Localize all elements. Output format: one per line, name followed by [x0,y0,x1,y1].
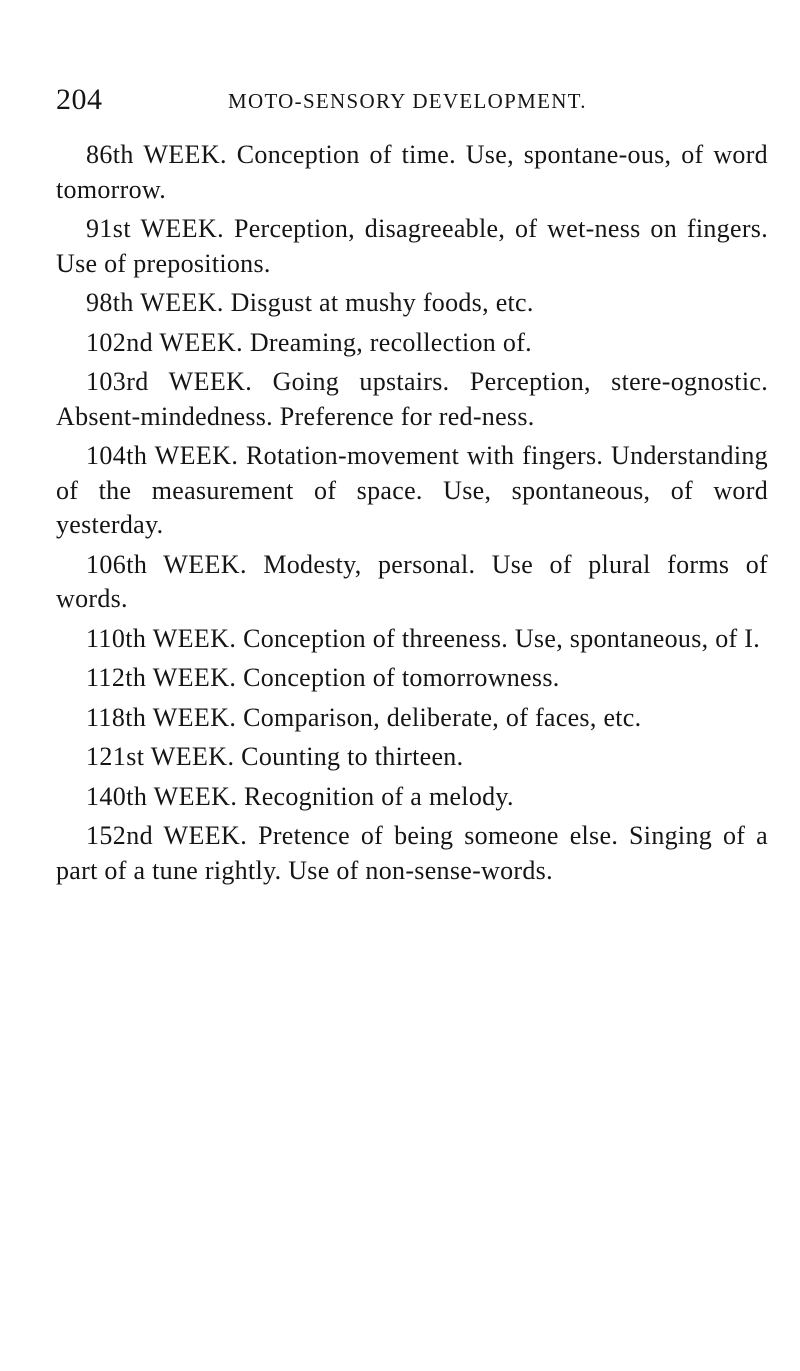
entry-112th-week [56,661,768,696]
entry-text: Going upstairs. Perception, stere-ognostic. Absent-mindedness. Preference for red-ness. [56,367,768,431]
entry-text: Rotation-movement with fingers. Understanding of the measurement of space. Use, spontaneous, of word yesterday. [56,441,768,539]
entry-text: Counting to thirteen. [241,742,464,771]
entry-week-label: 152nd WEEK. [86,821,248,850]
entry-week-label: 112th WEEK. [86,663,237,692]
entry-text: Dreaming, recollection of. [249,327,532,357]
entry-106th-week [56,548,768,617]
entry-week-label: 121st WEEK. [86,742,235,771]
entry-text: Perception, disagreeable, of wet-ness on fingers. Use of prepositions. [56,214,769,278]
entry-text: Conception of tomorrowness. [243,663,560,692]
entry-week-label: 98th WEEK. [86,288,224,317]
entry-week-label: 110th WEEK. [86,623,237,653]
entry-152nd-week [56,819,768,888]
entry-91st-week [56,212,768,281]
running-title: MOTO-SENSORY DEVELOPMENT. [228,89,587,113]
entry-week-label: 91st WEEK. [86,214,225,243]
entry-118th-week [56,701,768,736]
entry-110th-week [56,622,768,657]
entry-103rd-week [56,365,768,434]
entry-98th-week [56,286,768,321]
entry-week-label: 106th WEEK. [86,549,247,579]
entry-week-label: 86th WEEK. [86,140,227,169]
entry-text: Conception of threeness. Use, spontaneous, of I. [243,623,761,653]
entry-text: Modesty, personal. Use of plural forms of words. [56,549,768,613]
running-head [56,80,756,120]
week-entries [56,138,768,893]
entry-text: Conception of time. Use, spontane-ous, of word tomorrow. [56,140,768,204]
entry-week-label: 102nd WEEK. [86,327,244,357]
entry-week-label: 103rd WEEK. [86,367,253,396]
entry-121st-week [56,740,768,775]
entry-week-label: 104th WEEK. [86,441,239,470]
entry-text: Disgust at mushy foods, etc. [230,288,534,317]
entry-102nd-week [56,326,768,361]
entry-text: Comparison, deliberate, of faces, etc. [243,702,642,732]
page-number: 204 [56,83,103,116]
entry-text: Recognition of a melody. [244,781,514,811]
entry-text: Pretence of being someone else. Singing of a part of a tune rightly. Use of non-sense-words. [56,821,768,885]
entry-140th-week [56,780,768,815]
entry-week-label: 140th WEEK. [86,781,238,811]
entry-104th-week [56,439,768,543]
entry-86th-week [56,138,768,207]
entry-week-label: 118th WEEK. [86,702,237,732]
